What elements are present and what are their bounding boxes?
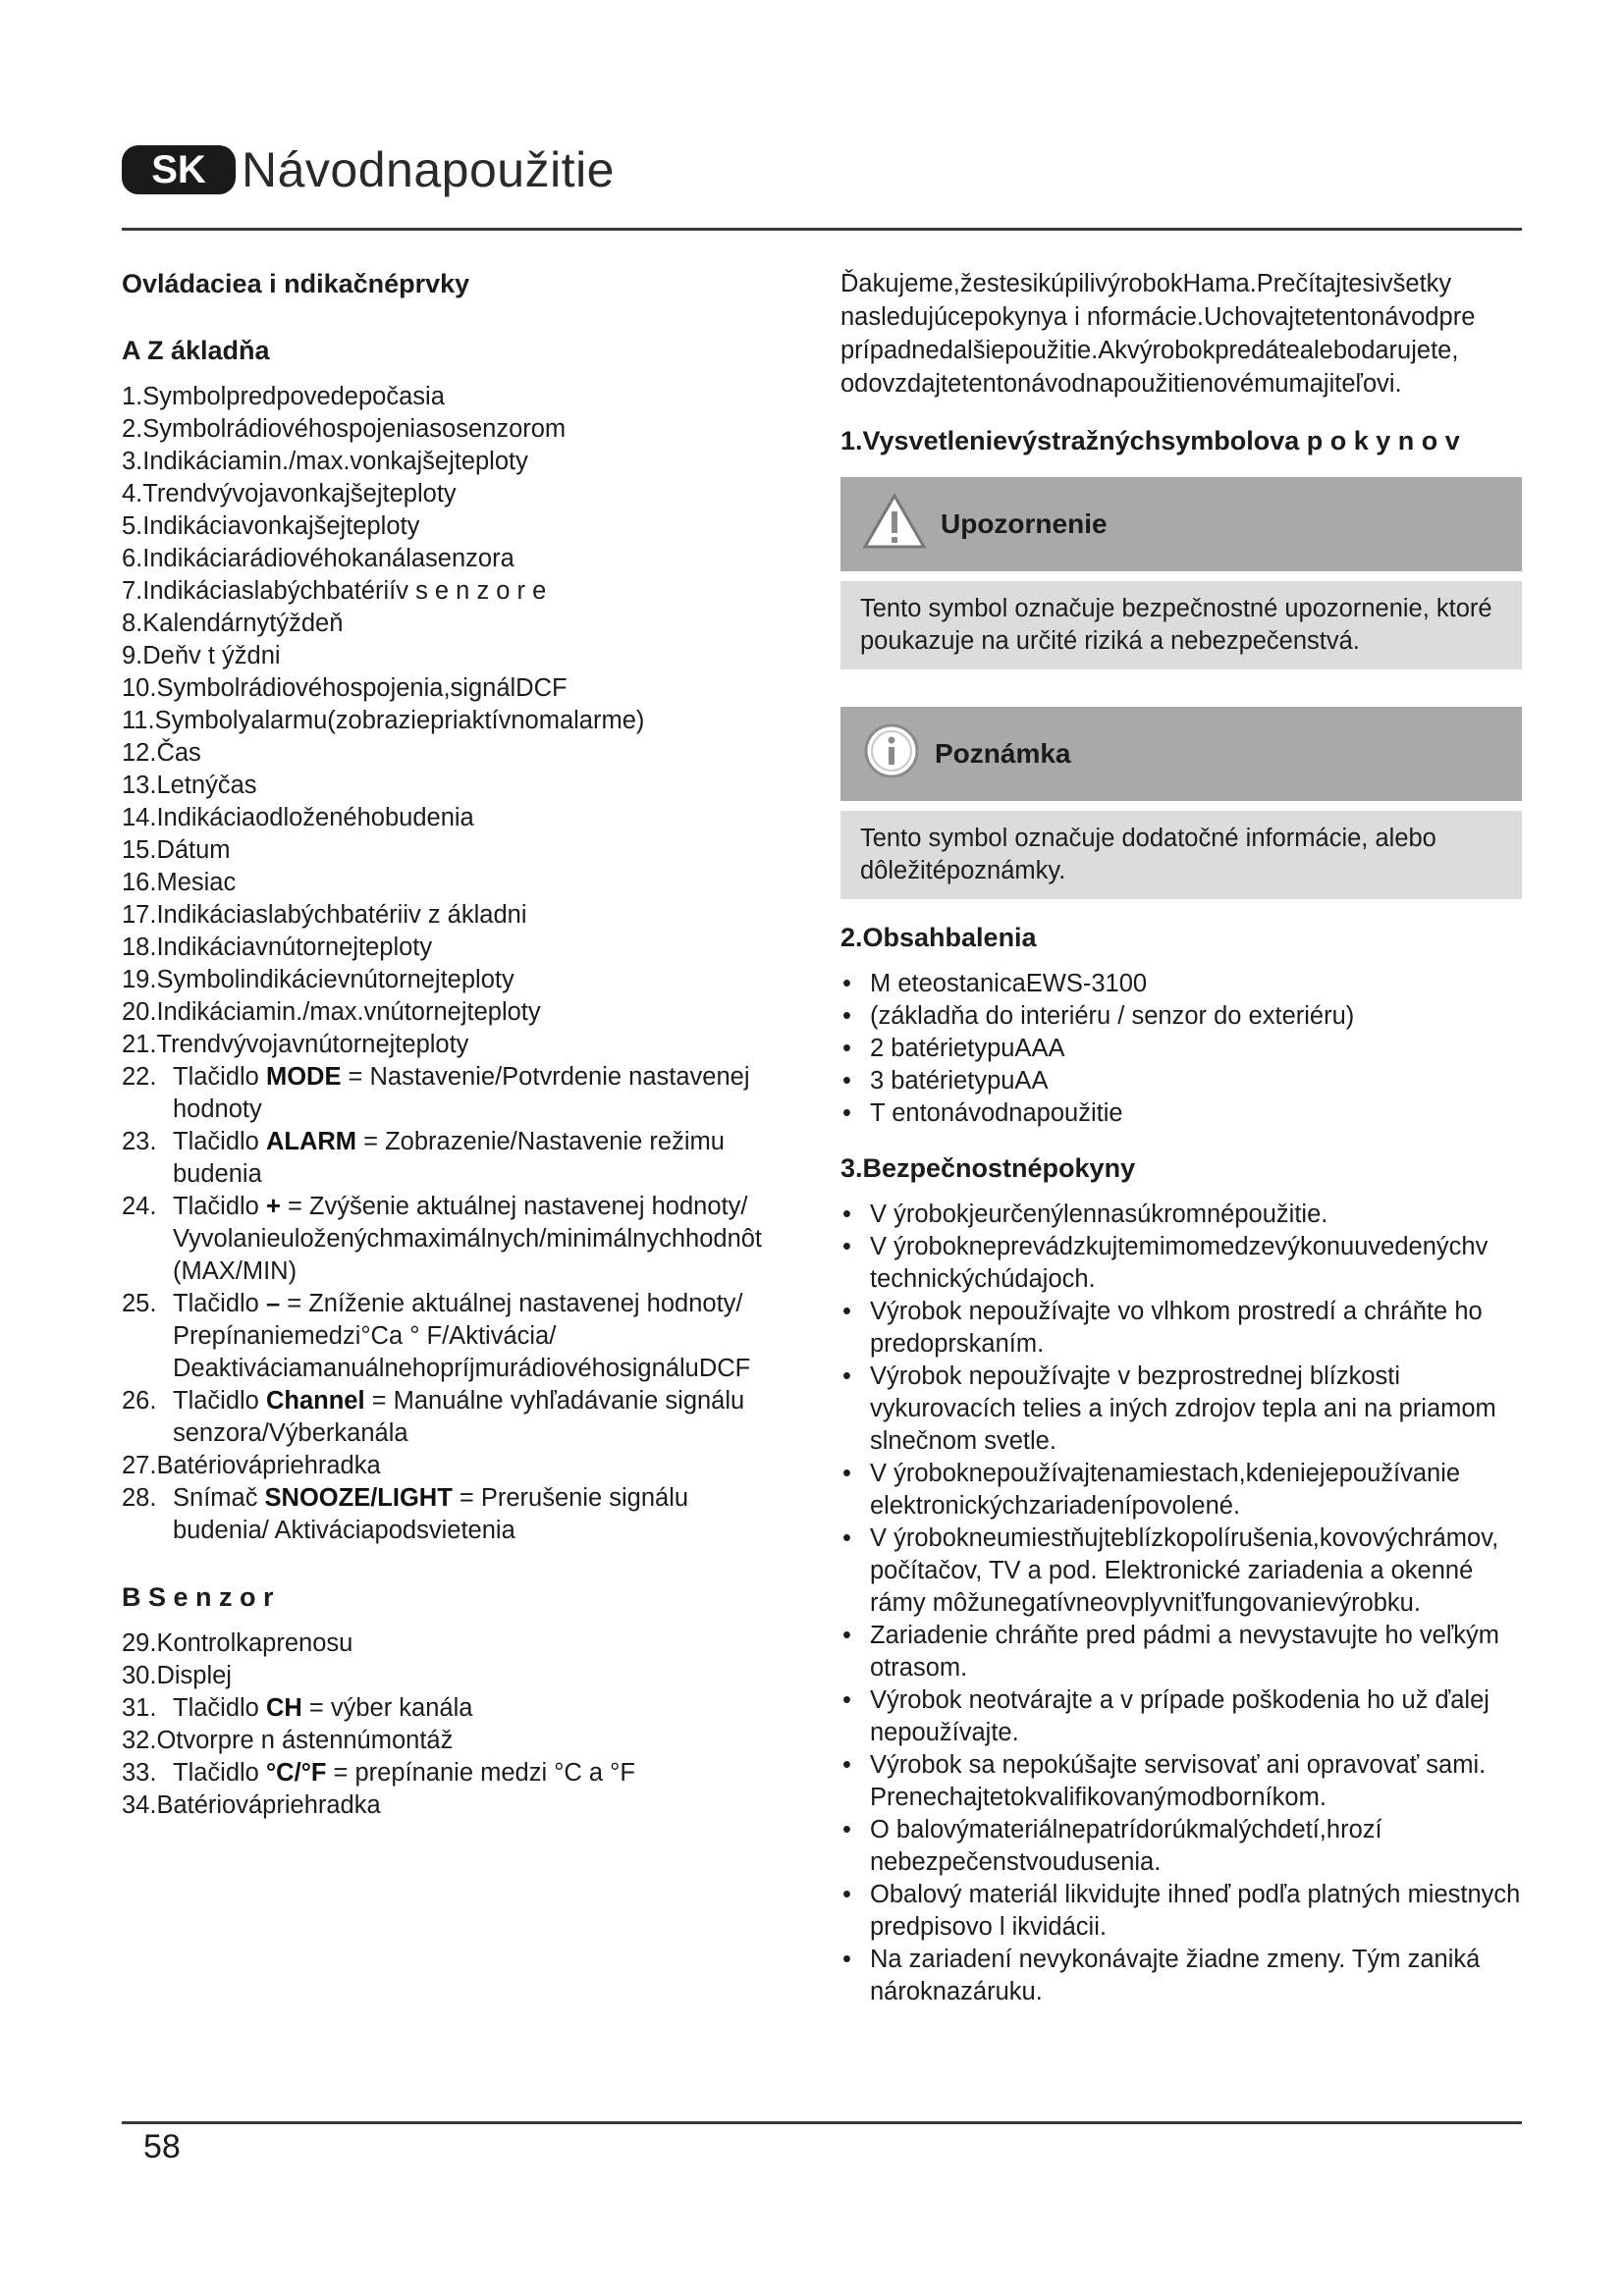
list-item: 25. Tlačidlo – = Zníženie aktuálnej nastavenej hodnoty/ Prepínaniemedzi°Ca ° F/Aktivácia/ DeaktiváciamanuálnehopríjmurádiovéhosignáluDCF: [122, 1288, 780, 1385]
page-title: Návodnapoužitie: [242, 142, 615, 197]
list-item: 11.Symbolyalarmu(zobraziepriaktívnomalarme): [122, 707, 645, 734]
button-name: ALARM: [265, 1128, 357, 1155]
controls-column: [122, 267, 780, 1822]
item-number: 23.: [122, 1128, 157, 1155]
button-name: +: [265, 1193, 281, 1220]
button-name: SNOOZE/LIGHT: [264, 1484, 453, 1512]
list-item: • Zariadenie chráňte pred pádmi a nevystavujte ho veľkým otrasom.: [840, 1620, 1522, 1684]
list-item: • Výrobok neotvárajte a v prípade poškodenia ho už ďalej nepoužívajte.: [840, 1684, 1522, 1749]
base-item-list: [122, 381, 780, 1547]
list-item: • Výrobok nepoužívajte vo vlhkom prostredí a chráňte ho predoprskaním.: [840, 1296, 1522, 1361]
list-item: 15.Dátum: [122, 836, 231, 864]
list-item: • Výrobok nepoužívajte v bezprostrednej blízkosti vykurovacích telies a iných zdrojov tepla ani na priamom slnečnom svetle.: [840, 1361, 1522, 1458]
list-item: 3.Indikáciamin./max.vonkajšejteploty: [122, 448, 528, 475]
list-item: • M eteostanicaEWS-3100: [840, 968, 1522, 1000]
list-item: • V ýrobokneprevádzkujtemimomedzevýkonuuvedenýchv technickýchúdajoch.: [840, 1231, 1522, 1296]
list-item: 24. Tlačidlo + = Zvýšenie aktuálnej nastavenej hodnoty/ Vyvolanieuloženýchmaximálnych/minimálnychhodnôt (MAX/MIN): [122, 1191, 780, 1288]
intro-paragraph: Ďakujeme,žestesikúpilivýrobokHama.Prečítajtesivšetky nasledujúcepokynya i nformácie.Uchovajtetentonávodpre prípadnedalšiepoužitie.Akvýrobokpredátealebodarujete, odovzdajtetentonávodnapoužitienovémumajiteľovi.: [840, 270, 1476, 398]
list-item: 2.Symbolrádiovéhospojeniasosenzorom: [122, 415, 567, 443]
list-item: 17.Indikáciaslabýchbatériiv z ákladni: [122, 901, 527, 929]
language-badge: SK: [122, 145, 236, 194]
button-name: °C/°F: [265, 1759, 327, 1787]
list-item: • V ýrobokjeurčenýlennasúkromnépoužitie.: [840, 1199, 1522, 1231]
list-item: 29.Kontrolkaprenosu: [122, 1629, 353, 1657]
list-item: 6.Indikáciarádiovéhokanálasenzora: [122, 545, 514, 572]
item-number: 22.: [122, 1063, 157, 1091]
sensor-item-list: [122, 1628, 780, 1822]
list-item: 5.Indikáciavonkajšejteploty: [122, 512, 420, 540]
list-item: • 2 batérietypuAAA: [840, 1033, 1522, 1065]
page-header: [122, 139, 615, 200]
list-item: 7.Indikáciaslabýchbatériív s e n z o r e: [122, 577, 547, 605]
list-item: • Na zariadení nevykonávajte žiadne zmeny. Tým zaniká nároknazáruku.: [840, 1944, 1522, 2008]
list-item: 14.Indikáciaodloženéhobudenia: [122, 804, 474, 831]
list-item: 22. Tlačidlo MODE = Nastavenie/Potvrdenie nastavenej hodnoty: [122, 1061, 780, 1126]
package-list: [840, 968, 1522, 1130]
list-item: 21.Trendvývojavnútornejteploty: [122, 1031, 469, 1058]
item-number: 24.: [122, 1193, 157, 1220]
list-item: • (základňa do interiéru / senzor do exteriéru): [840, 1000, 1522, 1033]
button-name: CH: [265, 1694, 302, 1722]
list-item: • Výrobok sa nepokúšajte servisovať ani opravovať sami. Prenechajtetokvalifikovanýmodborníkom.: [840, 1749, 1522, 1814]
list-item: 9.Deňv t ýždni: [122, 642, 281, 669]
list-item: 34.Batériovápriehradka: [122, 1791, 381, 1819]
list-item: 28. Snímač SNOOZE/LIGHT = Prerušenie signálu budenia/ Aktiváciapodsvietenia: [122, 1482, 780, 1547]
sensor-heading: B S e n z o r: [122, 1582, 274, 1612]
symbols-heading: 1.Vysvetlenievýstražnýchsymbolova p o k y n o v: [840, 426, 1460, 455]
list-item: • O balovýmateriálnepatrídorúkmalýchdetí,hrozí nebezpečenstvoudusenia.: [840, 1814, 1522, 1879]
item-number: 33.: [122, 1759, 157, 1787]
safety-list: [840, 1199, 1522, 2008]
list-item: 31. Tlačidlo CH = výber kanála: [122, 1692, 780, 1725]
note-label: Poznámka: [935, 738, 1071, 769]
note-box: [840, 707, 1522, 899]
list-item: • Obalový materiál likvidujte ihneď podľa platných miestnych predpisovo l ikvidácii.: [840, 1879, 1522, 1944]
warning-box: [840, 477, 1522, 669]
list-item: • V ýrobokneumiestňujteblízkopolírušenia,kovovýchrámov, počítačov, TV a pod. Elektronické zariadenia a okenné rámy môžunegatívneovplyvniťfungovanievýrobku.: [840, 1522, 1522, 1620]
list-item: 12.Čas: [122, 739, 201, 767]
list-item: 8.Kalendárnytýždeň: [122, 610, 344, 637]
controls-heading: Ovládaciea i ndikačnéprvky: [122, 269, 470, 298]
list-item: 23. Tlačidlo ALARM = Zobrazenie/Nastavenie režimu budenia: [122, 1126, 780, 1191]
list-item: 18.Indikáciavnútornejteploty: [122, 934, 433, 961]
package-heading: 2.Obsahbalenia: [840, 923, 1037, 952]
warning-label: Upozornenie: [941, 508, 1108, 539]
list-item: 20.Indikáciamin./max.vnútornejteploty: [122, 998, 541, 1026]
base-heading: A Z ákladňa: [122, 336, 270, 365]
list-item: 1.Symbolpredpovedepočasia: [122, 383, 445, 410]
button-name: Channel: [265, 1387, 365, 1415]
button-name: MODE: [265, 1063, 342, 1091]
list-item: 10.Symbolrádiovéhospojenia,signálDCF: [122, 674, 568, 702]
item-number: 25.: [122, 1290, 157, 1317]
item-number: 31.: [122, 1694, 157, 1722]
item-number: 28.: [122, 1484, 157, 1512]
list-item: 13.Letnýčas: [122, 772, 257, 799]
list-item: 4.Trendvývojavonkajšejteploty: [122, 480, 457, 507]
warning-text: Tento symbol označuje bezpečnostné upozornenie, ktoré poukazuje na určité riziká a nebezpečenstvá.: [840, 581, 1522, 669]
note-text: Tento symbol označuje dodatočné informácie, alebo dôležitépoznámky.: [840, 811, 1522, 899]
warning-triangle-icon: [862, 493, 927, 557]
list-item: 16.Mesiac: [122, 869, 237, 896]
list-item: 19.Symbolindikácievnútornejteploty: [122, 966, 514, 993]
list-item: 30.Displej: [122, 1662, 232, 1689]
list-item: • V ýrobokneроužívajtenamiestach,kdeniejepoužívanie elektronickýchzariadenípovolené.: [840, 1458, 1522, 1522]
instructions-column: [840, 267, 1522, 2008]
list-item: • T entonávodnapoužitie: [840, 1097, 1522, 1130]
footer-rule: [122, 2121, 1522, 2124]
list-item: 33. Tlačidlo °C/°F = prepínanie medzi °C a °F: [122, 1757, 780, 1789]
page-number: 58: [143, 2128, 181, 2165]
list-item: 32.Otvorpre n ástennúmontáž: [122, 1727, 454, 1754]
list-item: 27.Batériovápriehradka: [122, 1452, 381, 1479]
safety-heading: 3.Bezpečnostnépokyny: [840, 1153, 1136, 1183]
list-item: 26. Tlačidlo Channel = Manuálne vyhľadávanie signálu senzora/Výberkanála: [122, 1385, 780, 1450]
button-name: –: [265, 1290, 281, 1317]
list-item: • 3 batérietypuAA: [840, 1065, 1522, 1097]
item-number: 26.: [122, 1387, 157, 1415]
info-icon: [862, 721, 921, 787]
header-rule: [122, 228, 1522, 231]
